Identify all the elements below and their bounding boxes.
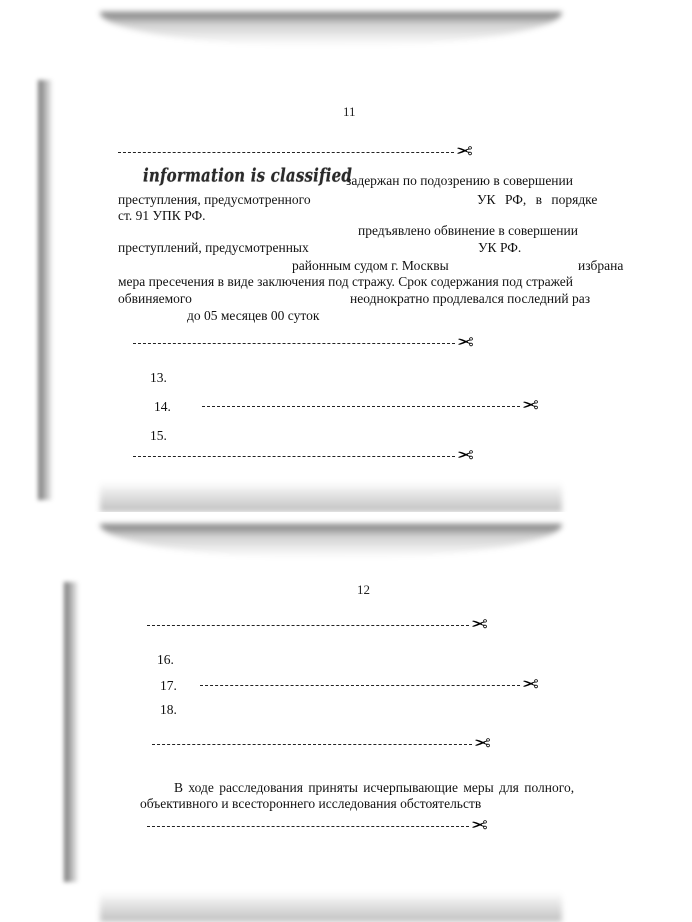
dashed-line [200,685,520,686]
page-bottom-shadow [100,892,562,922]
scissors-icon: ✂ [457,330,474,354]
scissors-icon: ✂ [457,443,474,467]
scissors-icon: ✂ [471,813,488,837]
text-line: ст. 91 УПК РФ. [118,208,206,223]
dashed-line [152,744,472,745]
dashed-line [147,625,469,626]
text-line: преступления, предусмотренного [118,192,311,207]
page-number: 11 [343,104,356,119]
redaction-cut-line [152,731,510,755]
page-number: 12 [357,582,370,597]
redaction-cut-line [147,612,507,636]
text-line: предъявлено обвинение в совершении [358,223,578,238]
scissors-icon: ✂ [522,672,539,696]
list-item-number: 16. [157,652,174,667]
list-item-number: 13. [150,370,167,385]
page-left-shadow [64,582,78,882]
text-line: УК РФ. [478,240,522,255]
list-item-number: 18. [160,702,177,717]
dashed-line [133,343,455,344]
text-line: обвиняемого [118,291,192,306]
text-line: УК РФ, в порядке [477,192,598,207]
redaction-cut-line [133,443,493,467]
redaction-cut-line [133,330,493,354]
text-line: избрана [578,258,624,273]
text-line: неоднократно продлевался последний раз [350,291,591,306]
dashed-line [133,456,455,457]
document-page-12 [0,512,692,922]
scissors-icon: ✂ [474,731,491,755]
page-top-shadow [100,12,562,46]
dashed-line [147,826,469,827]
page-left-shadow [38,80,52,500]
paragraph-line: объективного и всестороннего исследования обстоятельств [140,796,482,811]
paragraph-line: В ходе расследования приняты исчерпывающие меры для полного, [174,780,575,795]
list-item-number: 14. [154,399,171,414]
text-line: преступлений, предусмотренных [118,240,309,255]
text-line: задержан по подозрению в совершении [346,173,573,188]
redaction-cut-line [202,393,558,417]
text-line: районным судом г. Москвы [292,258,449,273]
scissors-icon: ✂ [522,393,539,417]
redaction-cut-line [200,672,558,696]
classified-stamp: information is classified [143,163,353,187]
scissors-icon: ✂ [471,612,488,636]
dashed-line [118,152,454,153]
list-item-number: 15. [150,428,167,443]
page-bottom-shadow [100,482,562,512]
redaction-cut-line [118,139,490,163]
text-line: до 05 месяцев 00 суток [187,308,320,323]
list-item-number: 17. [160,678,177,693]
redaction-cut-line [147,813,507,837]
page-top-shadow [100,524,562,558]
scissors-icon: ✂ [456,139,473,163]
dashed-line [202,406,520,407]
text-line: мера пресечения в виде заключения под стражу. Срок содержания под стражей [118,274,574,289]
